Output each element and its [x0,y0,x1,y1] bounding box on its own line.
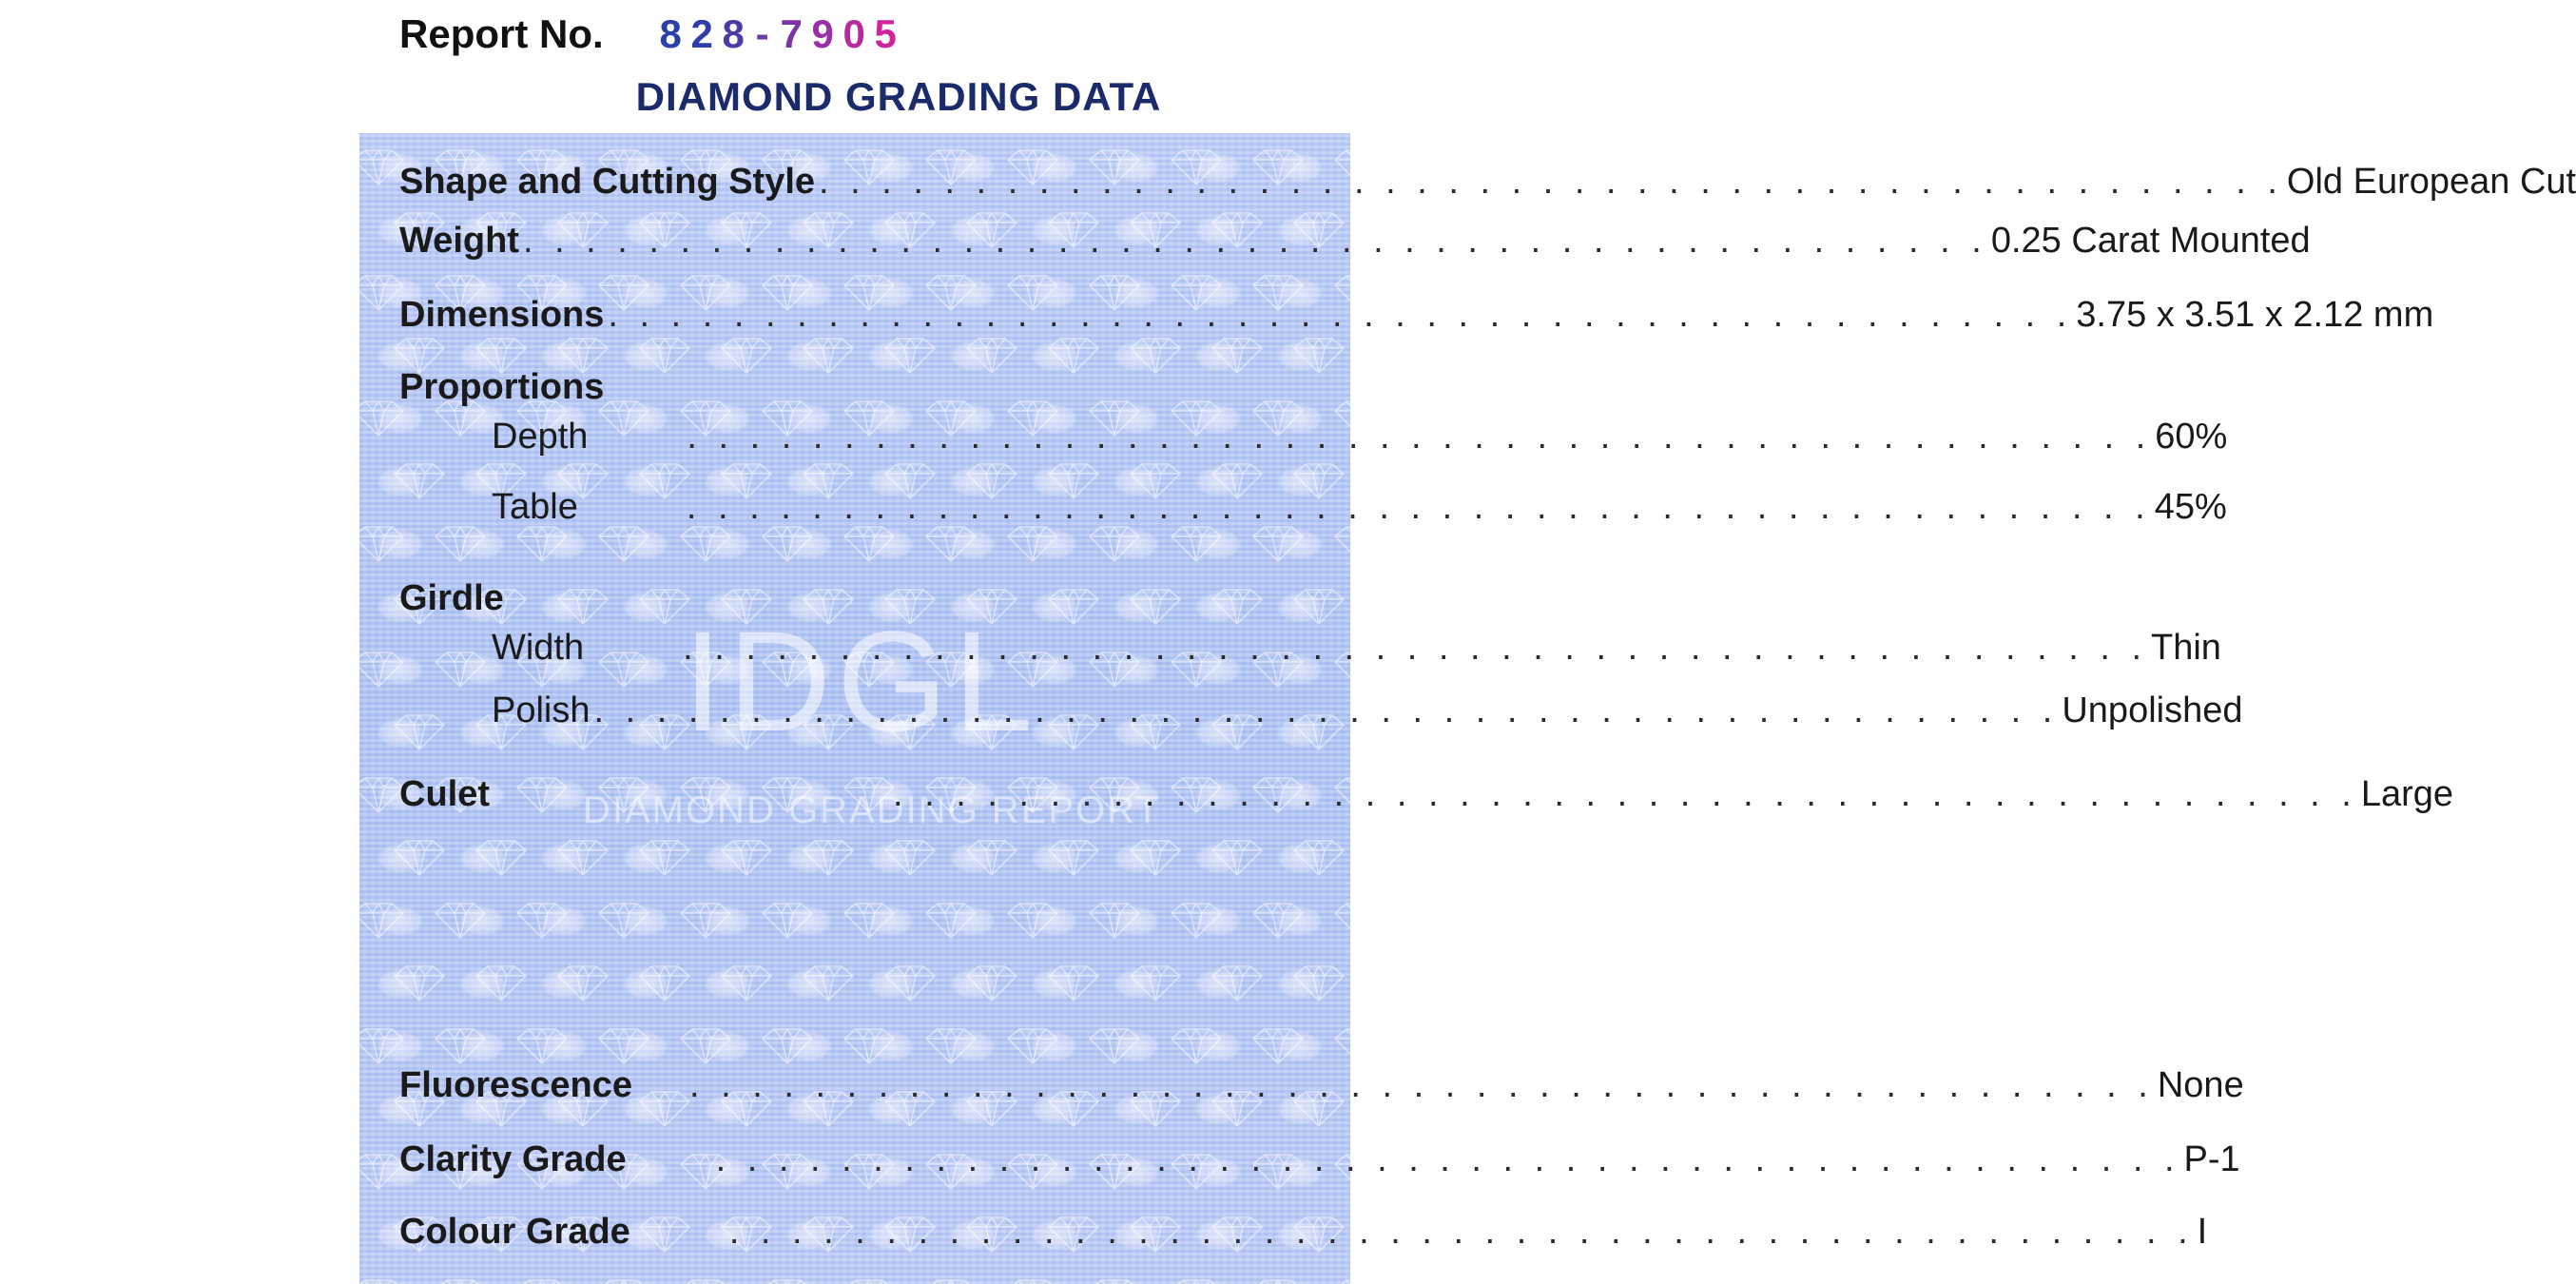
report-digit: 8 [659,11,682,56]
diamond-icon [1131,966,1180,1001]
report-digit: 7 [780,11,803,56]
diamond-icon [1090,904,1139,938]
diamond-icon [1376,841,1425,875]
diamond-icon [558,966,608,1001]
diamond-icon [1335,1029,1385,1063]
diamond-icon [354,276,403,310]
diamond-icon [967,966,1017,1001]
diamond-icon [1253,904,1303,938]
diamond-icon [681,904,730,938]
diamond-icon [1049,339,1098,373]
shape-label: Shape and Cutting Style [399,162,816,202]
row-table [399,487,2227,528]
diamond-icon [1376,590,1425,624]
diamond-icon [395,966,444,1001]
weight-label: Weight [399,221,519,261]
proportions-heading: Proportions [399,367,605,407]
row-dimensions [399,295,2434,336]
diamond-icon [804,841,853,875]
girdle-width-label: Width [492,628,585,668]
diamond-icon [763,527,812,561]
diamond-icon [1172,527,1221,561]
colour-label: Colour Grade [399,1212,630,1252]
diamond-icon [804,339,853,373]
diamond-icon [1008,1280,1057,1284]
dot-leader: . . . . . . . . . . . . . . . . . . . . . . . . . . . . . . . . . . . . . . . . . . . . . . . [728,1212,2194,1252]
diamond-icon [1294,590,1344,624]
diamond-icon [844,527,894,561]
diamond-icon [967,841,1017,875]
diamond-icon [885,966,935,1001]
weight-value: 0.25 Carat Mounted [1990,221,2311,261]
diamond-icon [722,966,771,1001]
diamond-icon [436,1280,485,1284]
table-value: 45% [2154,487,2227,527]
report-number-value [655,11,901,57]
diamond-icon [354,1029,403,1063]
row-colour [399,1212,2208,1253]
diamond-icon [436,527,485,561]
fluorescence-label: Fluorescence [399,1065,632,1105]
diamond-icon [1212,966,1262,1001]
diamond-icon [763,1280,812,1284]
diamond-icon [354,778,403,812]
depth-label: Depth [492,417,589,457]
diamond-icon [1131,339,1180,373]
diamond-icon [476,841,526,875]
diamond-icon [395,841,444,875]
diamond-icon [476,966,526,1001]
diamond-icon [1008,904,1057,938]
diamond-icon [681,527,730,561]
diamond-icon [517,1029,567,1063]
diamond-icon [599,527,649,561]
diamond-icon [1049,841,1098,875]
dot-leader: . . . . . . . . . . . . . . . . . . . . . . . . . . . . . . . . . . . . . . . . . . . . . . . [689,1065,2154,1105]
grading-data-panel [359,133,2576,1284]
girdle-polish-value: Unpolished [2062,691,2243,730]
diamond-icon [1008,1029,1057,1063]
diamond-icon [558,841,608,875]
diamond-icon [885,339,935,373]
diamond-icon [763,1029,812,1063]
diamond-icon [1376,966,1425,1001]
diamond-icon [844,904,894,938]
diamond-icon [763,904,812,938]
diamond-icon [722,841,771,875]
diamond-icon [681,1029,730,1063]
diamond-icon [1212,339,1262,373]
diamond-icon [599,1029,649,1063]
diamond-icon [354,527,403,561]
watermark-subtitle: DIAMOND GRADING REPORT [583,789,1161,831]
diamond-icon [354,904,403,938]
diamond-icon [1294,966,1344,1001]
diamond-icon [844,1280,894,1284]
diamond-icon [1294,339,1344,373]
diamond-icon [517,527,567,561]
diamond-icon [926,1280,976,1284]
report-digit: 0 [843,11,865,56]
shape-value: Old European Cut [2286,162,2576,202]
report-digit: 5 [874,11,897,56]
diamond-icon [354,652,403,687]
diamond-icon [722,339,771,373]
row-shape [399,162,2576,203]
report-digit: - [755,11,769,56]
diamond-icon [1131,841,1180,875]
depth-value: 60% [2155,417,2228,457]
clarity-label: Clarity Grade [399,1139,627,1179]
colour-value: I [2197,1212,2208,1252]
diamond-icon [1090,1280,1139,1284]
girdle-width-value: Thin [2151,628,2221,668]
diamond-icon [599,904,649,938]
diamond-icon [1090,1029,1139,1063]
row-weight [399,221,2311,262]
dot-leader: . . . . . . . . . . . . . . . . . . . . . . . . . . . . . . . . . . . . . . . . . . . . . . . [593,691,2059,730]
diamond-icon [436,904,485,938]
diamond-icon [1253,1029,1303,1063]
diamond-icon [1253,527,1303,561]
dot-leader: . . . . . . . . . . . . . . . . . . . . . . . . . . . . . . . . . . . . . . . . . . . . . . . [522,221,1987,261]
report-number [399,11,901,57]
diamond-icon [640,966,689,1001]
culet-value: Large [2360,774,2454,814]
report-digit: 9 [811,11,834,56]
diamond-icon [558,590,608,624]
diamond-icon [354,1155,403,1189]
dot-leader: . . . . . . . . . . . . . . . . . . . . . . . . . . . . . . . . . . . . . . . . . . . . . . . [819,162,2283,202]
diamond-icon [1212,841,1262,875]
row-depth [399,417,2228,457]
dimensions-label: Dimensions [399,295,605,335]
diamond-icon [517,1280,567,1284]
diamond-icon [1335,1280,1385,1284]
diamond-icon [1376,339,1425,373]
dimensions-value: 3.75 x 3.51 x 2.12 mm [2076,295,2434,335]
diamond-icon [926,527,976,561]
diamond-icon [1335,904,1385,938]
diamond-icon [599,1280,649,1284]
diamond-icon [1294,841,1344,875]
diamond-icon [681,1280,730,1284]
clarity-value: P-1 [2183,1139,2240,1179]
diamond-icon [640,339,689,373]
diamond-icon [844,1029,894,1063]
report-label: Report No. [399,11,604,56]
diamond-icon [1008,527,1057,561]
diamond-icon [1335,527,1385,561]
report-digit: 8 [722,11,745,56]
dot-leader: . . . . . . . . . . . . . . . . . . . . . . . . . . . . . . . . . . . . . . . . . . . . . . . [687,417,2152,457]
table-label: Table [492,487,578,527]
dot-leader: . . . . . . . . . . . . . . . . . . . . . . . . . . . . . . . . . . . . . . . . . . . . . . . [683,628,2147,668]
fluorescence-value: None [2157,1065,2244,1105]
girdle-polish-label: Polish [492,691,591,730]
diamond-icon [885,841,935,875]
diamond-icon [640,841,689,875]
watermark-logo: IDGL [683,601,1039,761]
row-girdle-polish [399,691,2243,731]
diamond-icon [354,401,403,436]
dot-leader: . . . . . . . . . . . . . . . . . . . . . . . . . . . . . . . . . . . . . . . . . . . . . . . [608,295,2073,335]
diamond-icon [926,904,976,938]
diamond-icon [1212,590,1262,624]
diamond-icon [1172,904,1221,938]
diamond-icon [517,904,567,938]
diamond-icon [354,1280,403,1284]
culet-label: Culet [399,774,490,814]
row-girdle-width [399,628,2221,669]
dot-leader: . . . . . . . . . . . . . . . . . . . . . . . . . . . . . . . . . . . . . . . . . . . . . . . [893,774,2357,814]
row-fluorescence [399,1065,2244,1106]
diamond-icon [967,339,1017,373]
diamond-icon [1049,966,1098,1001]
diamond-icon [436,1029,485,1063]
diamond-icon [1172,1280,1221,1284]
diamond-icon [1090,527,1139,561]
row-clarity [399,1139,2240,1180]
diamond-icon [1049,590,1098,624]
diamond-icon [1172,1029,1221,1063]
diamond-icon [1131,590,1180,624]
dot-leader: . . . . . . . . . . . . . . . . . . . . . . . . . . . . . . . . . . . . . . . . . . . . . . . [715,1139,2180,1179]
diamond-icon [926,1029,976,1063]
diamond-icon [354,150,403,185]
page-title: DIAMOND GRADING DATA [635,74,1162,119]
diamond-icon [1253,1280,1303,1284]
report-digit: 2 [690,11,713,56]
girdle-heading: Girdle [399,578,504,618]
diamond-icon [804,966,853,1001]
row-culet [399,774,2454,815]
dot-leader: . . . . . . . . . . . . . . . . . . . . . . . . . . . . . . . . . . . . . . . . . . . . . . . [686,487,2151,527]
